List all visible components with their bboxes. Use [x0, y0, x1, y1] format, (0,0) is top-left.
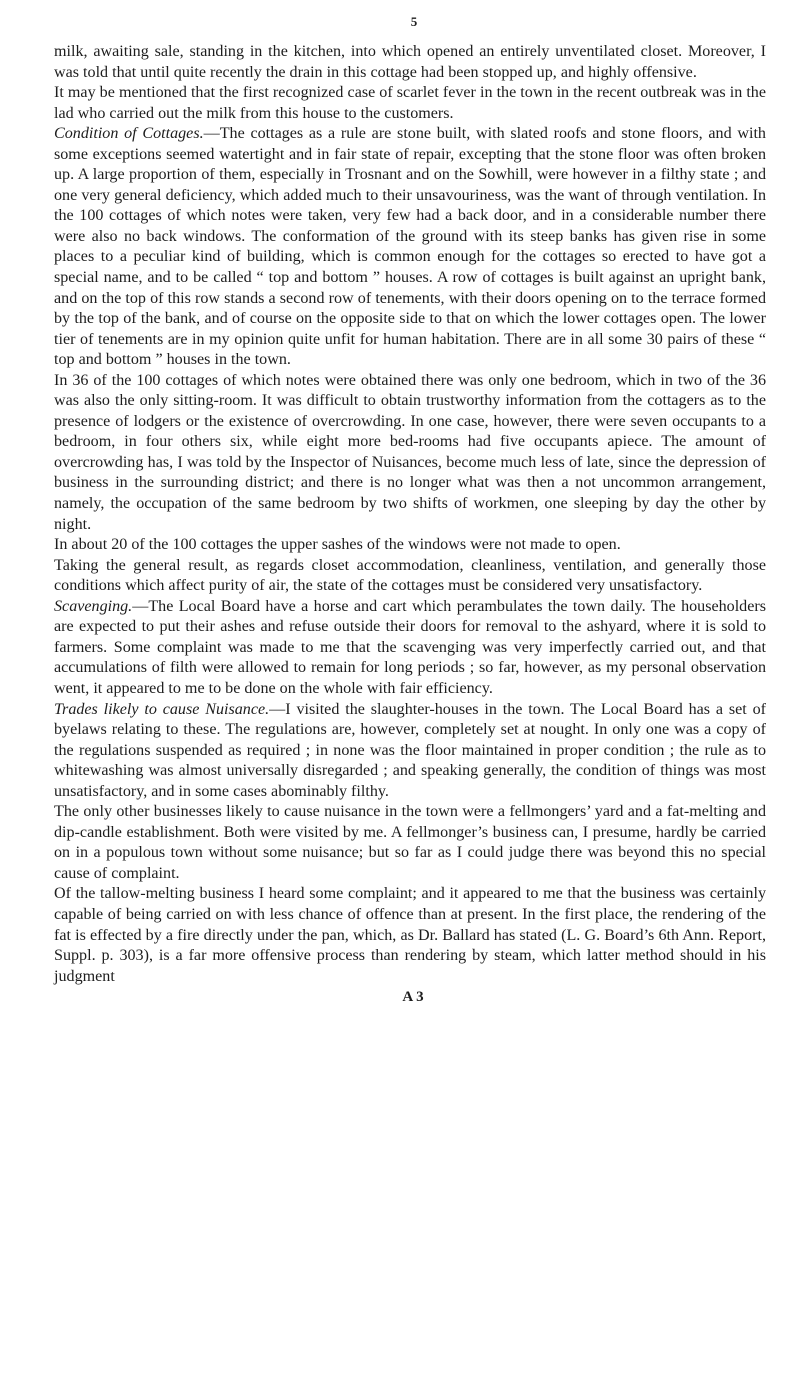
paragraph	[54, 371, 766, 535]
paragraph	[54, 42, 766, 83]
paragraph	[54, 83, 766, 124]
paragraph-text: milk, awaiting sale, standing in the kitchen, into which opened an entirely unventilated closet. Moreover, I was told that until quite recently the drain in this cottage had been stopped up, and highly offensive.	[54, 43, 766, 81]
section-heading: Scavenging.	[54, 597, 133, 615]
paragraph-text: Taking the general result, as regards closet accommodation, cleanliness, ventilation, and generally those conditions which affect purity of air, the state of the cottages must be considered very unsatisfactory.	[54, 556, 766, 595]
paragraph	[54, 597, 766, 700]
section-heading: Trades likely to cause Nuisance.	[54, 700, 270, 718]
page-number: 5	[410, 14, 418, 29]
section-heading: Condition of Cottages.	[54, 125, 204, 143]
paragraph	[54, 124, 766, 371]
paragraph-text: It may be mentioned that the first recognized case of scarlet fever in the town in the recent outbreak was in the lad who carried out the milk from this house to the customers.	[54, 84, 766, 122]
paragraph-text: —The Local Board have a horse and cart which perambulates the town daily. The householders are expected to put their ashes and refuse outside their doors for removal to the ashyard, where it is sold to farmers. Some complaint was made to me that the scavenging was very imperfectly carried out, and that accumulations of filth were allowed to remain for long periods ; so far, however, as my personal observation went, it appeared to me to be done on the whole with fair efficiency.	[54, 597, 766, 697]
paragraph-text: Of the tallow-melting business I heard some complaint; and it appeared to me that the business was certainly capable of being carried on with less chance of offence than at present. In the first place, the rendering of the fat is effected by a fire directly under the pan, which, as Dr. Ballard has stated (L. G. Board’s 6th Ann. Report, Suppl. p. 303), is a far more offensive process than rendering by steam, which latter method should in his judgment	[54, 885, 766, 985]
body-text	[54, 42, 766, 987]
paragraph-text: —I visited the slaughter-houses in the town. The Local Board has a set of byelaws relating to these. The regulations are, however, completely set at nought. In only one was a copy of the regulations suspended as required ; in none was the floor maintained in proper condition ; the rule as to whitewashing was almost universally disregarded ; and speaking generally, the condition of things was most unsatisfactory, and in some cases abominably filthy.	[54, 700, 767, 800]
paragraph-text: The only other businesses likely to cause nuisance in the town were a fellmongers’ yard and a fat-melting and dip-candle establishment. Both were visited by me. A fellmonger’s business can, I presume, hardly be carried on in a populous town without some nuisance; but so far as I could judge there was beyond this no special cause of complaint.	[54, 803, 766, 882]
paragraph	[54, 802, 766, 884]
paragraph	[54, 700, 766, 803]
paragraph	[54, 884, 766, 987]
paragraph	[54, 535, 766, 556]
paragraph-text: In about 20 of the 100 cottages the upper sashes of the windows were not made to open.	[54, 536, 621, 554]
paragraph-text: —The cottages as a rule are stone built, with slated roofs and stone floors, and with some exceptions seemed watertight and in fair state of repair, excepting that the stone floor was often broken up. A large proportion of them, especially in Trosnant and on the Sowhill, were however in a filthy state ; and one very general deficiency, which added much to their unsavouriness, was the want of through ventilation. In the 100 cottages of which notes were taken, very few had a back door, and in a considerable number there were also no back windows. The conformation of the ground with its steep banks has given rise in some places to a peculiar kind of building, which is common enough for the cottages so erected to have got a special name, and to be called “ top and bottom ” houses. A row of cottages is built against an upright bank, and on the top of this row stands a second row of tenements, with their doors opening on to the terrace formed by the top of the bank, and of course on the opposite side to that on which the lower cottages open. The lower tier of tenements are in my opinion quite unfit for human habitation. There are in all some 30 pairs of these “ top and bottom ” houses in the town.	[54, 125, 766, 369]
printer-signature-mark: A 3	[402, 989, 424, 1006]
paragraph	[54, 556, 766, 597]
paragraph-text: In 36 of the 100 cottages of which notes were obtained there was only one bedroom, which in two of the 36 was also the only sitting-room. It was difficult to obtain trustworthy information from the cottagers as to the presence of lodgers or the existence of overcrowding. In one case, however, there were seven occupants to a bedroom, in four others six, while eight more bed-rooms had five occupants apiece. The amount of overcrowding has, I was told by the Inspector of Nuisances, become much less of late, since the depression of business in the surrounding district; and there is no longer what was then a not uncommon arrangement, namely, the occupation of the same bedroom by two shifts of workmen, one sleeping by day the other by night.	[54, 371, 766, 533]
document-page	[54, 14, 766, 1007]
